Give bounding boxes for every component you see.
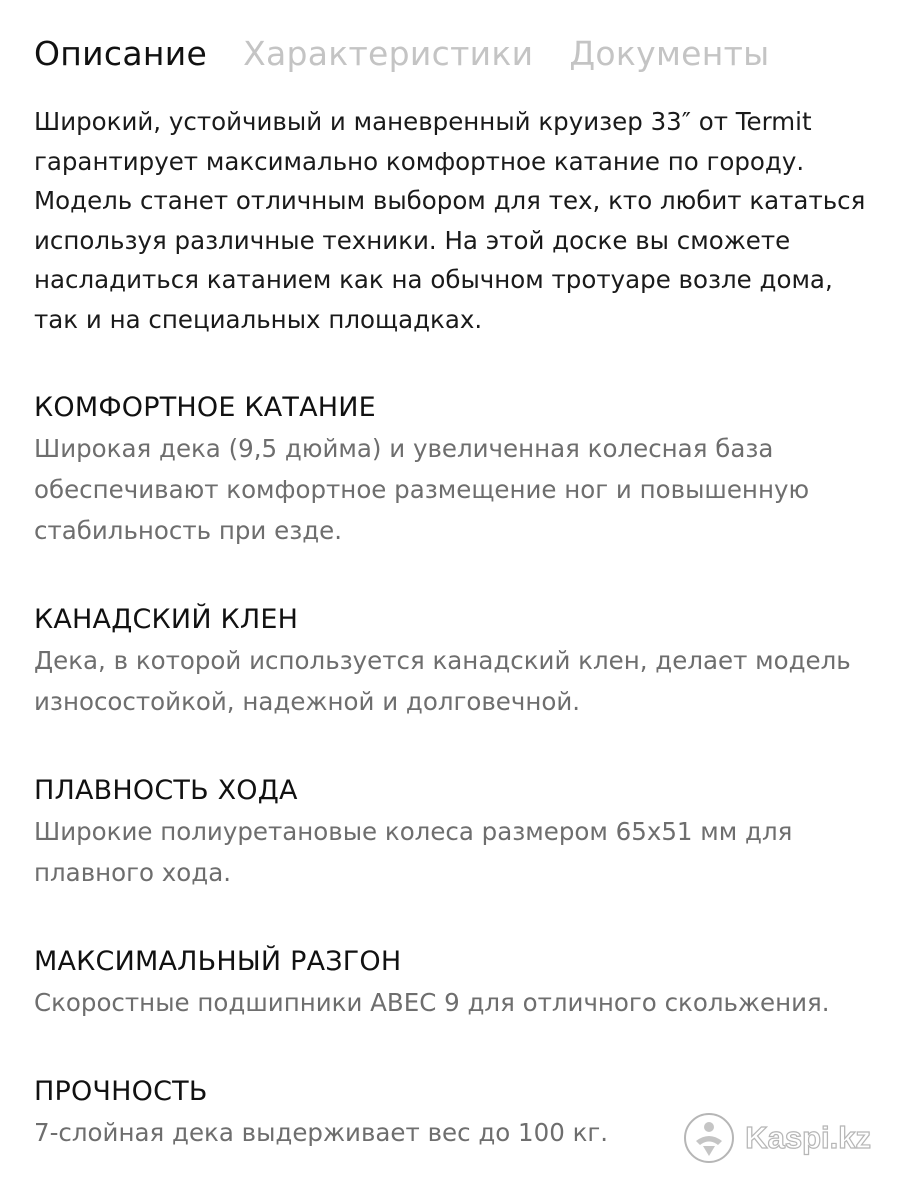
feature-section-maple	[34, 600, 884, 722]
feature-text: Скоростные подшипники ABEC 9 для отличного скольжения.	[34, 988, 830, 1017]
tab-characteristics[interactable]: Характеристики	[243, 34, 534, 73]
tab-description[interactable]: Описание	[34, 34, 208, 73]
kaspi-watermark	[683, 1112, 871, 1164]
feature-title: МАКСИМАЛЬНЫЙ РАЗГОН	[34, 946, 402, 977]
feature-text: Широкие полиуретановые колеса размером 65x51 мм для плавного хода.	[34, 817, 793, 887]
feature-title: КАНАДСКИЙ КЛЕН	[34, 604, 299, 635]
description-intro: Широкий, устойчивый и маневренный круизер 33″ от Termit гарантирует максимально комфортное катание по городу. Модель станет отличным выбором для тех, кто любит кататься используя различные техники. На этой доске вы сможете насладиться катанием как на обычном тротуаре возле дома, так и на специальных площадках.	[34, 107, 866, 334]
feature-title: ПРОЧНОСТЬ	[34, 1076, 208, 1107]
feature-section-acceleration	[34, 942, 884, 1023]
tab-bar	[34, 28, 894, 80]
feature-text: 7-слойная дека выдерживает вес до 100 кг.	[34, 1118, 609, 1147]
tab-documents[interactable]: Документы	[569, 34, 770, 73]
kaspi-logo-icon	[683, 1112, 735, 1164]
feature-section-smoothness	[34, 771, 884, 893]
feature-title: ПЛАВНОСТЬ ХОДА	[34, 775, 298, 806]
kaspi-watermark-text: Kaspi.kz	[745, 1120, 871, 1155]
feature-text: Широкая дека (9,5 дюйма) и увеличенная колесная база обеспечивают комфортное размещение ног и повышенную стабильность при езде.	[34, 434, 810, 545]
feature-title: КОМФОРТНОЕ КАТАНИЕ	[34, 392, 376, 423]
feature-text: Дека, в которой используется канадский клен, делает модель износостойкой, надежной и долговечной.	[34, 646, 851, 716]
feature-section-comfort	[34, 388, 884, 551]
description-content	[34, 102, 884, 1153]
